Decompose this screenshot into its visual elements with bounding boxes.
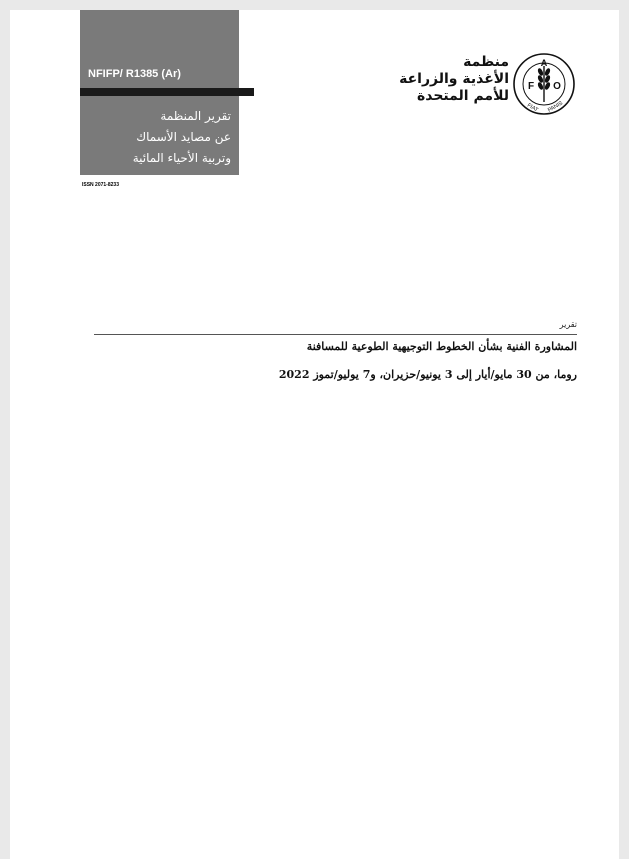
document-title: المشاورة الفنية بشأن الخطوط التوجيهية الطوعية للمسافنة <box>306 340 577 353</box>
organization-name-line: للأمم المتحدة <box>416 88 509 104</box>
organization-name-line: الأغذية والزراعة <box>399 71 509 87</box>
document-type-label: تقرير <box>559 320 577 329</box>
series-title-line: تقرير المنظمة <box>160 109 231 123</box>
title-rule <box>94 334 577 335</box>
organization-name-line: منظمة <box>463 54 509 70</box>
fao-logo-icon <box>512 52 576 116</box>
series-code: NFIFP/ R1385 (Ar) <box>88 68 181 80</box>
logo-motto-left: FIAT <box>526 102 539 114</box>
document-page <box>10 10 619 859</box>
logo-letter-f: F <box>527 81 535 92</box>
organization-name <box>399 54 509 105</box>
series-title <box>86 106 231 169</box>
issn-number: ISSN 2071-8233 <box>82 182 119 188</box>
logo-letter-o: O <box>553 81 561 92</box>
logo-letter-a: A <box>540 58 548 68</box>
document-subtitle: روما، من 30 مايو/أيار إلى 3 يونيو/حزيران، و7 يوليو/تموز 2022 <box>278 368 577 381</box>
series-title-line: عن مصايد الأسماك <box>136 130 231 144</box>
series-title-line: وتربية الأحياء المائية <box>132 151 231 165</box>
logo-motto-right: PANIS <box>547 100 564 114</box>
header-divider-bar <box>80 88 254 96</box>
